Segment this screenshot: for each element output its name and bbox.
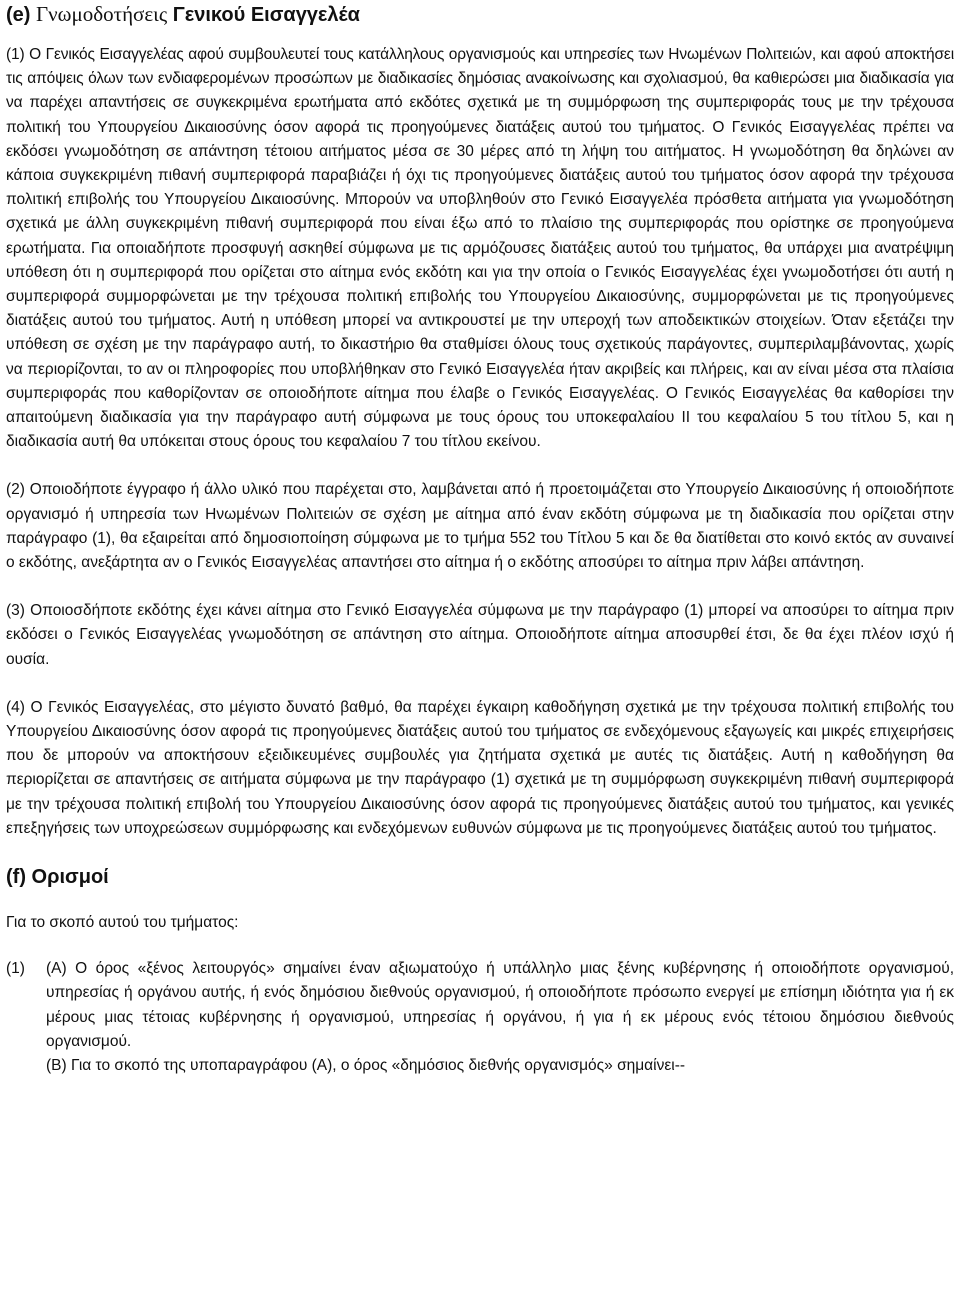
- paragraph-3-sentence-1: (3) Οποιοσδήποτε εκδότης έχει κάνει αίτημα στο Γενικό Εισαγγελέα σύμφωνα με την παράγραφο (1) μπορεί να αποσύρει το αίτημα πριν εκδόσει ο Γενικός Εισαγγελέας γνωμοδότηση σε απάντηση στο αίτημα.: [6, 602, 954, 644]
- section-f-intro: Για το σκοπό αυτού του τμήματος:: [6, 914, 239, 932]
- definition-1-subparagraph-b: (B) Για το σκοπό της υποπαραγράφου (A), ο όρος «δημόσιος διεθνής οργανισμός» σημαίνει--: [46, 1056, 686, 1074]
- paragraph-4: [6, 696, 954, 841]
- section-e-title-word2: Γενικού Εισαγγελέα: [172, 4, 360, 26]
- paragraph-1: [6, 43, 954, 454]
- definition-1-number: (1): [6, 960, 25, 978]
- section-e-heading: [6, 0, 954, 27]
- paragraph-2: [6, 478, 954, 575]
- paragraph-3-sentence-2: Οποιοδήποτε αίτημα αποσυρθεί έτσι, δε θα έχει πλέον ισχύ ή ουσία.: [6, 626, 954, 668]
- paragraph-1-sentence-8: Ο Γενικός Εισαγγελέας θα καθορίσει την απαιτούμενη διαδικασία για την παράγραφο αυτή σύμφωνα με τους όρους του υποκεφαλαίου II του κεφαλαίου 5 του τίτλου 5, και η διαδικασία αυτή θα υπόκειται στους όρους του κεφαλαίου 7 του τίτλου εκείνου.: [6, 384, 954, 451]
- section-e-letter: (e): [6, 4, 31, 26]
- definition-1-body: [46, 957, 954, 1078]
- section-e-title-word1: Γνωμοδοτήσεις: [36, 2, 168, 26]
- paragraph-1-sentence-1: (1) Ο Γενικός Εισαγγελέας αφού συμβουλευτεί τους κατάλληλους οργανισμούς και υπηρεσίες των Ηνωμένων Πολιτειών, και αφού αποκτήσει τις απόψεις όλων των ενδιαφερομένων προσώπων με διαδικασίες δημόσιας ανακοίνωσης και σχολιασμού, θα καθιερώσει μια διαδικασία για να παρέχει απαντήσεις σε συγκεκριμένα ερωτήματα από εκδότες σχετικά με τη συμμόρφωση της συμπεριφοράς τους με την τρέχουσα πολιτική του Υπουργείου Δικαιοσύνης όσον αφορά τις προηγούμενες διατάξεις αυτού του τμήματος.: [6, 46, 954, 136]
- paragraph-1-sentence-5: Για οποιαδήποτε προσφυγή ασκηθεί σύμφωνα με τις αρμόζουσες διατάξεις αυτού του τμήματος, θα υπάρχει μια ανατρέψιμη υπόθεση ότι η συμπεριφορά που ορίζεται στο αίτημα ενός εκδότη και για την οποία ο Γενικός Εισαγγελέας έχει γνωμοδοτήσει ότι αυτή η συμπεριφορά συμμορφώνεται με την τρέχουσα πολιτική επιβολής του Υπουργείου Δικαιοσύνης, συμμορφώνεται με τις προηγούμενες διατάξεις αυτού του τμήματος.: [6, 239, 954, 330]
- paragraph-3: [6, 599, 954, 672]
- paragraph-2-sentence-1: (2) Οποιοδήποτε έγγραφο ή άλλο υλικό που παρέχεται στο, λαμβάνεται από ή προετοιμάζεται στο Υπουργείο Δικαιοσύνης ή οποιοδήποτε οργανισμό ή υπηρεσία των Ηνωμένων Πολιτειών σε σχέση με αίτημα από έναν εκδότη σύμφωνα με τη διαδικασία που ορίζεται στην παράγραφο (1), θα εξαιρείται από δημοσιοποίηση σύμφωνα με το τμήμα 552 του Τίτλου 5 και δε θα διατίθεται στο κοινό εκτός αν συναινεί ο εκδότης, ανεξάρτητα αν ο Γενικός Εισαγγελέας απαντήσει στο αίτημα ή ο εκδότης αποσύρει το αίτημα πριν λάβει απάντηση.: [6, 481, 954, 572]
- section-f-heading: (f) Ορισμοί: [6, 866, 109, 889]
- paragraph-1-sentence-2: Ο Γενικός Εισαγγελέας πρέπει να εκδόσει γνωμοδότηση σε απάντηση τέτοιου αιτήματος μέσα σε 30 μέρες από τη λήψη του αιτήματος.: [6, 118, 954, 160]
- paragraph-1-sentence-4: Μπορούν να υποβληθούν στο Γενικό Εισαγγελέα πρόσθετα αιτήματα για γνωμοδότηση σχετικά με άλλη συγκεκριμένη πιθανή συμπεριφορά που είναι έξω από το πλαίσιο της συμπεριφοράς που ορίστηκε σε προηγούμενα ερωτήματα.: [6, 191, 955, 257]
- paragraph-4-sentence-2: Αυτή η καθοδήγηση θα περιορίζεται σε απαντήσεις σε αιτήματα σύμφωνα με την παράγραφο (1) σχετικά με τη συμμόρφωση συγκεκριμένη πιθανή συμπεριφορά με την τρέχουσα πολιτική επιβολή του Υπουργείου Δικαιοσύνης όσον αφορά τις προηγούμενες διατάξεις αυτού του τμήματος, και γενικές επεξηγήσεις των υποχρεώσεων συμμόρφωσης και ενδεχόμενων ευθυνών σύμφωνα με τις προηγούμενες διατάξεις αυτού του τμήματος.: [6, 747, 954, 837]
- paragraph-4-sentence-1: (4) Ο Γενικός Εισαγγελέας, στο μέγιστο δυνατό βαθμό, θα παρέχει έγκαιρη καθοδήγηση σχετικά με την τρέχουσα πολιτική επιβολής του Υπουργείου Δικαιοσύνης όσον αφορά τις προηγούμενες διατάξεις αυτού του τμήματος σε ενδεχόμενους εξαγωγείς και μικρές επιχειρήσεις που δε μπορούν να αποκτήσουν εξειδικευμένες συμβουλές για ζητήματα σχετικά με αυτές τις διατάξεις.: [6, 698, 954, 765]
- paragraph-1-sentence-7: Όταν εξετάζει την υπόθεση σε σχέση με την παράγραφο αυτή, το δικαστήριο θα σταθμίσει όλους τους σχετικούς παράγοντες, συμπεριλαμβάνοντας, χωρίς να περιορίζονται, το αν οι πληροφορίες που υποβλήθηκαν στο Γενικό Εισαγγελέα ήταν ακριβείς και πλήρεις, και αν είναι μέσα στα πλαίσια συμπεριφοράς που καθορίζονταν σε οποιοδήποτε αίτημα που έλαβε ο Γενικός Εισαγγελέας.: [6, 312, 955, 402]
- definition-1: [6, 957, 954, 1078]
- paragraph-1-sentence-6: Αυτή η υπόθεση μπορεί να αντικρουστεί με την υπεροχή των αποδεικτικών στοιχείων.: [221, 312, 827, 330]
- paragraph-1-sentence-3: Η γνωμοδότηση θα δηλώνει αν κάποια συγκεκριμένη πιθανή συμπεριφορά παραβιάζει ή όχι τις προηγούμενες διατάξεις αυτού του τμήματος όσον αφορά την τρέχουσα πολιτική επιβολής του Υπουργείου Δικαιοσύνης.: [6, 142, 955, 209]
- definition-1-subparagraph-a: (A) Ο όρος «ξένος λειτουργός» σημαίνει έναν αξιωματούχο ή υπάλληλο μιας ξένης κυβέρνησης ή οποιοδήποτε οργανισμού, υπηρεσίας ή οργάνου αυτής, ή ενός δημόσιου διεθνούς οργανισμού, ή οποιοδήποτε πρόσωπο ενεργεί με επίσημη ιδιότητα για ή εκ μέρους μιας τέτοιας κυβέρνησης ή οργανισμού, υπηρεσίας ή οργάνου, ή για ή εκ μέρους ενός τέτοιου δημόσιου διεθνούς οργανισμού.: [46, 960, 954, 1050]
- document-page: [6, 0, 954, 1078]
